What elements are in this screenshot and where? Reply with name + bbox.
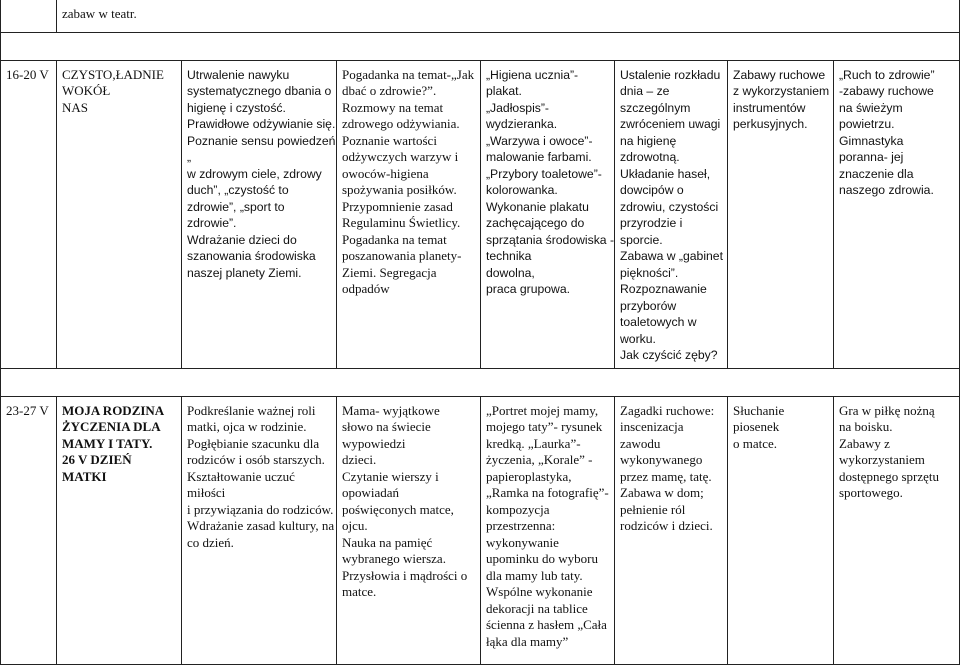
text-line: wydzieranka. [486, 117, 558, 131]
text-line: „Ruch to zdrowie” [839, 67, 935, 82]
text-line: Rozmowy na temat [342, 99, 444, 115]
text-line: dbać o zdrowie?”. [342, 83, 437, 98]
text-line: przez mamę, tatę. [620, 468, 712, 484]
text-line: naszego zdrowia. [839, 183, 934, 197]
goals-cell [182, 397, 336, 556]
week-date: 16-20 V [6, 66, 49, 82]
text-line: zwróceniem uwagi [620, 117, 721, 131]
text-line: Pogadanka na temat-„Jak [342, 66, 475, 82]
text-line: Nauka na pamięć [342, 534, 433, 550]
text-line: Rozpoznawanie [620, 282, 707, 296]
text-line: w zdrowym ciele, zdrowy [187, 166, 322, 181]
text-line: kolorowanka. [486, 183, 558, 197]
text-line: przyborów [620, 298, 677, 313]
week-topic [57, 397, 181, 490]
text-line: MATKI [62, 468, 107, 484]
text-line: kredką. „Laurka”- [486, 435, 581, 451]
text-line: owoców-higiena [342, 165, 429, 181]
text-line: zdrowiu, czystości [620, 199, 719, 214]
art-activities-cell [481, 61, 614, 302]
text-line: instrumentów [733, 100, 806, 115]
text-line: WOKÓŁ [62, 83, 111, 98]
text-line: Poznanie sensu powiedzeń [187, 133, 336, 148]
text-line: wykonywanego [620, 452, 703, 467]
text-line: Jak czyścić zęby? [620, 348, 718, 362]
text-line: worku. [620, 331, 656, 346]
text-line: „Ramka na fotografię”- [486, 485, 609, 500]
text-line: perkusyjnych. [733, 117, 808, 131]
text-line: matki, ojca w rodzinie. [187, 419, 307, 434]
text-line: Gimnastyka [839, 133, 904, 148]
text-line: -zabawy ruchowe [839, 84, 934, 98]
text-line: i przywiązania do rodziców. [187, 501, 334, 517]
text-line: Słuchanie [733, 402, 785, 418]
text-line: spożywania posiłków. [342, 182, 457, 197]
text-line: dekoracji na tablice [486, 600, 588, 616]
music-activities-cell [728, 61, 833, 137]
text-line: dnia – ze [620, 84, 670, 98]
continuation-text: zabaw w teatr. [62, 6, 137, 21]
text-line: ścienna z hasłem „Cała [486, 617, 607, 632]
text-line: wypowiedzi [342, 435, 406, 451]
text-line: ojcu. [342, 518, 368, 533]
text-line: wykorzystaniem [839, 452, 925, 467]
text-line: zdrowie”. [187, 216, 237, 230]
text-line: Zabawa w „gabinet [620, 249, 723, 263]
goals-cell [182, 61, 336, 286]
text-line: co dzień. [187, 534, 234, 550]
text-line: higienę i czystość. [187, 100, 286, 115]
text-line: słowo na świecie [342, 419, 431, 434]
text-line: Przysłowia i mądrości o [342, 567, 468, 583]
text-line: papieroplastyka, [486, 468, 572, 484]
text-line: duch”, „czystość to [187, 183, 289, 197]
text-line: szanowania środowiska [187, 249, 316, 263]
text-line: MAMY I TATY. [62, 435, 153, 451]
text-line: Prawidłowe odżywianie się. [187, 117, 336, 131]
text-line: rodziców i dzieci. [620, 518, 713, 533]
text-line: Zabawy ruchowe [733, 67, 826, 82]
text-line: Wdrażanie dzieci do [187, 232, 297, 247]
text-line: dowcipów o [620, 183, 684, 197]
text-line: Pogłębianie szacunku dla [187, 435, 320, 451]
art-activities-cell [481, 397, 614, 655]
week-date: 23-27 V [6, 402, 49, 418]
text-line: Układanie haseł, [620, 166, 711, 181]
row-separator [1, 368, 960, 396]
text-line: „Jadłospis”- [486, 100, 549, 115]
text-line: Wspólne wykonanie [486, 584, 593, 599]
text-line: Ustalenie rozkładu [620, 67, 721, 82]
week-row-1 [1, 60, 960, 368]
text-line: Gra w piłkę nożną [839, 402, 935, 418]
text-line: 26 V DZIEŃ [62, 452, 132, 467]
music-activities-cell [728, 397, 833, 457]
text-line: dowolna, [486, 265, 535, 280]
text-line: CZYSTO,ŁADNIE [62, 66, 164, 82]
text-line: powietrzu. [839, 117, 895, 131]
text-line: na boisku. [839, 419, 893, 434]
text-line: sprzątania środowiska - [486, 232, 615, 247]
text-line: Zabawa w dom; [620, 485, 704, 500]
text-line: Mama- wyjątkowe [342, 402, 440, 418]
text-line: opowiadań [342, 485, 400, 500]
text-line: systematycznego dbania o [187, 84, 332, 98]
text-line: poświęconych matce, [342, 501, 454, 517]
motor-activities-cell [834, 397, 959, 506]
text-line: ŻYCZENIA DLA [62, 419, 161, 434]
text-line: Wykonanie plakatu [486, 199, 589, 214]
text-line: naszej planety Ziemi. [187, 265, 302, 280]
text-line: Przypomnienie zasad [342, 198, 453, 214]
text-line: z wykorzystaniem [733, 84, 830, 98]
text-line: matce. [342, 584, 377, 599]
text-line: Kształtowanie uczuć [187, 468, 295, 484]
text-line: odżywczych warzyw i [342, 149, 459, 164]
text-line: na higienę [620, 133, 677, 148]
text-line: rodziców i osób starszych. [187, 452, 325, 467]
text-line: przyrodzie i [620, 216, 683, 230]
text-line: Pogadanka na temat [342, 231, 447, 247]
text-line: Poznanie wartości [342, 132, 437, 148]
text-line: zawodu [620, 435, 661, 451]
text-line: wybranego wiersza. [342, 551, 446, 566]
text-line: poszanowania planety- [342, 248, 462, 263]
text-line: dla mamy lub taty. [486, 567, 583, 583]
previous-row-continuation [1, 0, 960, 32]
text-line: łąka dla mamy” [486, 633, 569, 649]
week-row-2 [1, 396, 960, 664]
text-line: kompozycja [486, 501, 550, 517]
text-line: miłości [187, 485, 226, 500]
text-line: znaczenie dla [839, 166, 914, 181]
text-line: „ [187, 150, 192, 164]
text-line: na świeżym [839, 100, 903, 115]
text-line: przestrzenna: [486, 518, 556, 533]
text-line: szczególnym [620, 100, 691, 115]
text-line: Utrwalenie nawyku [187, 67, 290, 82]
text-line: „Portret mojej mamy, [486, 402, 599, 418]
text-line: poranna- jej [839, 150, 904, 164]
other-activities-cell [615, 61, 727, 368]
motor-activities-cell [834, 61, 959, 203]
text-line: życzenia, „Korale” - [486, 452, 593, 467]
text-line: odpadów [342, 281, 390, 296]
text-line: Zabawy z [839, 435, 890, 451]
text-line: pełnienie ról [620, 501, 686, 517]
row-separator [1, 32, 960, 60]
text-line: dostępnego sprzętu [839, 468, 940, 484]
text-line: sporcie. [620, 232, 663, 247]
text-line: plakat. [486, 84, 522, 98]
text-line: upominku do wyboru [486, 551, 598, 566]
text-line: mojego taty”- rysunek [486, 419, 603, 434]
text-line: malowanie farbami. [486, 150, 592, 164]
text-line: piękności”. [620, 265, 679, 280]
text-line: Wdrażanie zasad kultury, na [187, 518, 335, 533]
text-line: zachęcającego do [486, 216, 585, 230]
text-line: toaletowych w [620, 315, 697, 329]
text-line: MOJA RODZINA [62, 402, 165, 418]
text-line: Zagadki ruchowe: [620, 402, 715, 418]
text-line: Czytanie wierszy i [342, 468, 439, 484]
text-line: NAS [62, 99, 89, 115]
text-line: „Warzywa i owoce”- [486, 133, 593, 148]
text-line: Regulaminu Świetlicy. [342, 215, 461, 230]
text-line: sportowego. [839, 485, 903, 500]
other-activities-cell [615, 397, 727, 539]
text-line: technika [486, 249, 532, 263]
text-line: dzieci. [342, 452, 377, 467]
text-line: piosenek [733, 419, 780, 434]
text-line: zdrowie”, „sport to [187, 199, 285, 214]
week-topic [57, 61, 181, 121]
text-line: „Higiena ucznia”- [486, 67, 579, 82]
text-line: zdrowego odżywiania. [342, 116, 460, 131]
speech-activities-cell [337, 61, 480, 302]
text-line: Ziemi. Segregacja [342, 264, 437, 280]
text-line: wykonywanie [486, 534, 559, 550]
text-line: Podkreślanie ważnej roli [187, 402, 316, 418]
text-line: „Przybory toaletowe”- [486, 166, 602, 181]
speech-activities-cell [337, 397, 480, 605]
text-line: inscenizacja [620, 419, 684, 434]
text-line: praca grupowa. [486, 282, 571, 296]
text-line: o matce. [733, 435, 778, 451]
text-line: zdrowotną. [620, 150, 680, 164]
